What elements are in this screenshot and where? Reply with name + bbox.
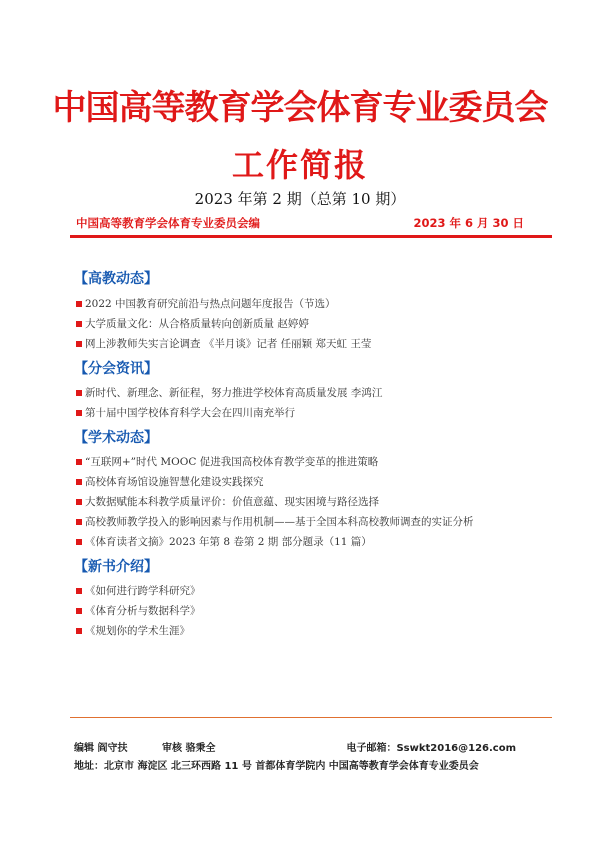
list-item[interactable] bbox=[76, 316, 309, 331]
section-title-new-books: 【新书介绍】 bbox=[74, 559, 158, 575]
list-item-label: 《体育读者文摘》2023 年第 8 卷第 2 期 部分题录（11 篇） bbox=[85, 536, 372, 548]
square-bullet-icon bbox=[76, 301, 82, 307]
square-bullet-icon bbox=[76, 459, 82, 465]
list-item-label: 《规划你的学术生涯》 bbox=[85, 625, 190, 637]
list-item[interactable] bbox=[76, 454, 378, 469]
footer-divider bbox=[70, 717, 552, 718]
list-item-label: 大学质量文化：从合格质量转向创新质量 赵婷婷 bbox=[85, 318, 309, 330]
list-item[interactable] bbox=[76, 603, 201, 618]
square-bullet-icon bbox=[76, 390, 82, 396]
list-item-label: 《体育分析与数据科学》 bbox=[85, 605, 201, 617]
square-bullet-icon bbox=[76, 519, 82, 525]
list-item[interactable] bbox=[76, 336, 371, 351]
footer-reviewer: 审核 骆秉全 bbox=[162, 743, 216, 754]
square-bullet-icon bbox=[76, 588, 82, 594]
list-item[interactable] bbox=[76, 534, 372, 549]
list-item-label: 大数据赋能本科教学质量评价：价值意蕴、现实困境与路径选择 bbox=[85, 496, 379, 508]
list-item-label: 《如何进行跨学科研究》 bbox=[85, 585, 201, 597]
list-item-label: 2022 中国教育研究前沿与热点问题年度报告（节选） bbox=[85, 298, 336, 310]
section-title-higher-ed-news: 【高教动态】 bbox=[74, 271, 158, 287]
section-title-branch-news: 【分会资讯】 bbox=[74, 361, 158, 377]
square-bullet-icon bbox=[76, 341, 82, 347]
list-item[interactable] bbox=[76, 623, 190, 638]
list-item-label: 高校体育场馆设施智慧化建设实践探究 bbox=[85, 476, 264, 488]
newsletter-title: 中国高等教育学会体育专业委员会 bbox=[52, 88, 548, 128]
issue-number: 2023 年第 2 期（总第 10 期） bbox=[194, 190, 406, 208]
list-item[interactable] bbox=[76, 474, 264, 489]
square-bullet-icon bbox=[76, 539, 82, 545]
editor-organization: 中国高等教育学会体育专业委员会编 bbox=[76, 216, 260, 230]
list-item[interactable] bbox=[76, 583, 201, 598]
footer-editor: 编辑 阎守扶 bbox=[74, 743, 128, 754]
publication-date: 2023 年 6 月 30 日 bbox=[413, 216, 524, 230]
square-bullet-icon bbox=[76, 628, 82, 634]
square-bullet-icon bbox=[76, 608, 82, 614]
list-item-label: 网上涉教师失实言论调查 《半月谈》记者 任丽颖 郑天虹 王莹 bbox=[85, 338, 372, 350]
footer-address: 地址：北京市 海淀区 北三环西路 11 号 首都体育学院内 中国高等教育学会体育专业委员会 bbox=[74, 761, 479, 772]
list-item-label: 新时代、新理念、新征程，努力推进学校体育高质量发展 李鸿江 bbox=[85, 387, 383, 399]
square-bullet-icon bbox=[76, 321, 82, 327]
newsletter-subtitle: 工作简报 bbox=[231, 146, 368, 184]
footer-email[interactable]: 电子邮箱：Sswkt2016@126.com bbox=[346, 743, 516, 754]
square-bullet-icon bbox=[76, 499, 82, 505]
list-item-label: 第十届中国学校体育科学大会在四川南充举行 bbox=[85, 407, 295, 419]
list-item[interactable] bbox=[76, 296, 336, 311]
list-item[interactable] bbox=[76, 385, 382, 400]
square-bullet-icon bbox=[76, 479, 82, 485]
square-bullet-icon bbox=[76, 410, 82, 416]
list-item[interactable] bbox=[76, 514, 474, 529]
list-item-label: 高校教师教学投入的影响因素与作用机制——基于全国本科高校教师调查的实证分析 bbox=[85, 516, 474, 528]
list-item[interactable] bbox=[76, 494, 379, 509]
header-divider bbox=[70, 235, 552, 238]
list-item-label: “互联网+”时代 MOOC 促进我国高校体育教学变革的推进策略 bbox=[85, 456, 379, 468]
list-item[interactable] bbox=[76, 405, 295, 420]
section-title-academic-news: 【学术动态】 bbox=[74, 430, 158, 446]
